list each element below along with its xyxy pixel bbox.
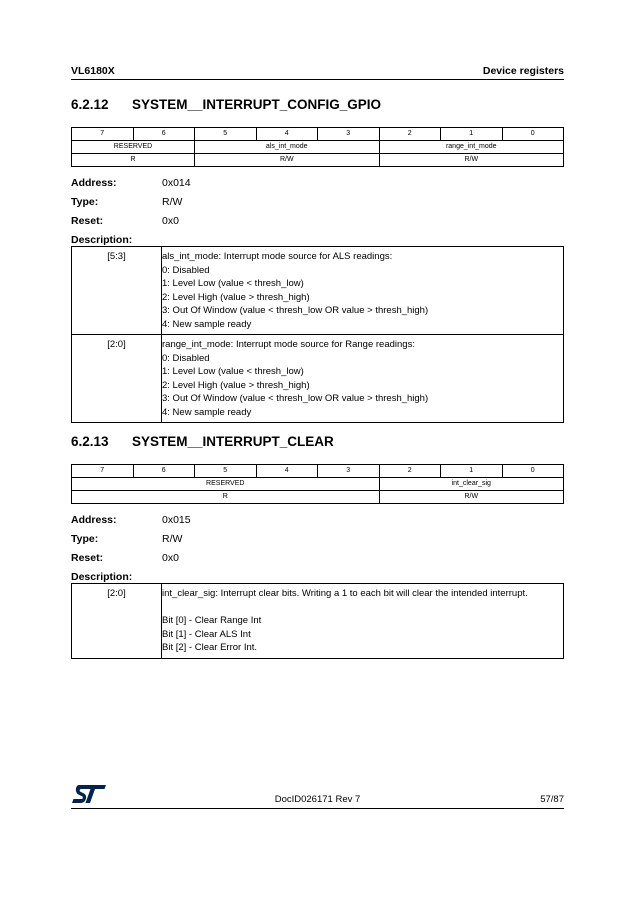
doc-header-left: VL6180X bbox=[71, 65, 115, 77]
description-line: 4: New sample ready bbox=[162, 318, 252, 330]
description-line: als_int_mode: Interrupt mode source for ALS readings: bbox=[162, 251, 393, 262]
bit-cell: 7 bbox=[72, 465, 134, 478]
description-line: 1: Level Low (value < thresh_low) bbox=[162, 366, 304, 377]
address-value: 0x015 bbox=[162, 514, 191, 526]
reset-label: Reset: bbox=[71, 215, 104, 227]
section-number: 6.2.13 bbox=[71, 434, 109, 449]
description-label: Description: bbox=[71, 571, 133, 583]
description-row bbox=[72, 335, 564, 423]
bit-cell: 1 bbox=[441, 465, 503, 478]
type-label: Type: bbox=[71, 196, 99, 208]
footer-rule bbox=[71, 808, 564, 809]
access-cell: R bbox=[72, 154, 195, 167]
description-text bbox=[162, 335, 564, 423]
field-name-cell: RESERVED bbox=[72, 478, 380, 491]
description-line: 2: Level High (value > thresh_high) bbox=[162, 291, 310, 303]
description-text bbox=[162, 584, 564, 659]
reset-value: 0x0 bbox=[162, 552, 179, 564]
bit-cell: 7 bbox=[72, 128, 134, 141]
bit-cell: 4 bbox=[256, 128, 318, 141]
description-line: 4: New sample ready bbox=[162, 406, 252, 418]
description-line: Bit [1] - Clear ALS Int bbox=[162, 628, 251, 640]
description-row bbox=[72, 584, 564, 659]
field-name-cell: range_int_mode bbox=[379, 141, 564, 154]
bits-cell: [2:0] bbox=[72, 584, 162, 659]
bit-cell: 2 bbox=[379, 128, 441, 141]
bit-cell: 6 bbox=[133, 465, 195, 478]
description-row bbox=[72, 247, 564, 335]
bits-cell: [2:0] bbox=[72, 335, 162, 423]
description-line: Bit [2] - Clear Error Int. bbox=[162, 642, 258, 653]
reset-value: 0x0 bbox=[162, 215, 179, 227]
type-value: R/W bbox=[162, 533, 183, 545]
description-line: Bit [0] - Clear Range Int bbox=[162, 615, 262, 626]
bit-cell: 3 bbox=[318, 128, 380, 141]
description-line: 3: Out Of Window (value < thresh_low OR value > thresh_high) bbox=[162, 305, 429, 316]
access-cell: R/W bbox=[379, 491, 564, 504]
bit-cell: 0 bbox=[502, 465, 564, 478]
bit-cell: 6 bbox=[133, 128, 195, 141]
address-label: Address: bbox=[71, 514, 117, 526]
description-line: 1: Level Low (value < thresh_low) bbox=[162, 278, 304, 289]
description-line: range_int_mode: Interrupt mode source for Range readings: bbox=[162, 339, 415, 350]
section-title: SYSTEM__INTERRUPT_CONFIG_GPIO bbox=[132, 97, 382, 112]
description-line: 2: Level High (value > thresh_high) bbox=[162, 379, 310, 391]
bit-cell: 3 bbox=[318, 465, 380, 478]
bit-cell: 4 bbox=[256, 465, 318, 478]
bit-cell: 0 bbox=[502, 128, 564, 141]
type-value: R/W bbox=[162, 196, 183, 208]
bit-cell: 1 bbox=[441, 128, 503, 141]
doc-header-right: Device registers bbox=[482, 65, 564, 77]
description-text bbox=[162, 247, 564, 335]
description-label: Description: bbox=[71, 234, 133, 246]
description-table bbox=[71, 246, 564, 423]
address-label: Address: bbox=[71, 177, 117, 189]
field-name-cell: als_int_mode bbox=[195, 141, 380, 154]
description-table bbox=[71, 583, 564, 659]
description-line: int_clear_sig: Interrupt clear bits. Writing a 1 to each bit will clear the intended interrupt. bbox=[162, 588, 528, 599]
field-name-cell: int_clear_sig bbox=[379, 478, 564, 491]
access-cell: R bbox=[72, 491, 380, 504]
access-cell: R/W bbox=[195, 154, 380, 167]
address-value: 0x014 bbox=[162, 177, 191, 189]
type-label: Type: bbox=[71, 533, 99, 545]
blank-line bbox=[162, 601, 563, 615]
reset-label: Reset: bbox=[71, 552, 104, 564]
bits-cell: [5:3] bbox=[72, 247, 162, 335]
bit-cell: 2 bbox=[379, 465, 441, 478]
page-number: 57/87 bbox=[540, 794, 564, 805]
register-bit-table bbox=[71, 127, 564, 167]
section-title: SYSTEM__INTERRUPT_CLEAR bbox=[132, 434, 334, 449]
header-rule bbox=[71, 79, 564, 80]
access-cell: R/W bbox=[379, 154, 564, 167]
doc-id: DocID026171 Rev 7 bbox=[274, 794, 361, 805]
field-name-cell: RESERVED bbox=[72, 141, 195, 154]
description-line: 3: Out Of Window (value < thresh_low OR value > thresh_high) bbox=[162, 393, 429, 404]
register-bit-table bbox=[71, 464, 564, 504]
description-line: 0: Disabled bbox=[162, 264, 210, 276]
bit-cell: 5 bbox=[195, 465, 257, 478]
description-line: 0: Disabled bbox=[162, 352, 210, 364]
bit-cell: 5 bbox=[195, 128, 257, 141]
section-number: 6.2.12 bbox=[71, 97, 109, 112]
